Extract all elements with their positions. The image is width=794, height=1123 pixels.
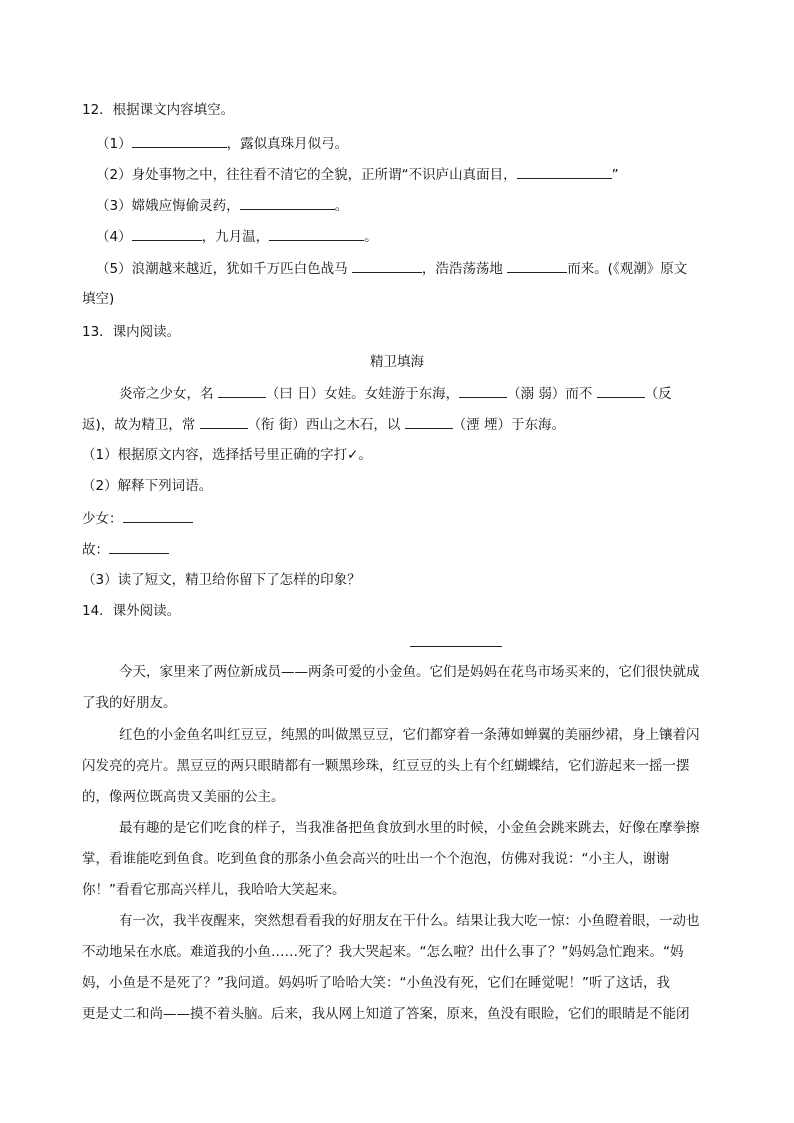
answer-blank[interactable] (240, 195, 335, 210)
answer-blank[interactable] (459, 383, 507, 398)
para4-line-4: 更是丈二和尚——摸不着头脑。后来，我从网上知道了答案，原来，鱼没有眼睑，它们的眼睛是不能闭 (82, 1006, 690, 1022)
answer-blank[interactable] (200, 414, 248, 429)
q12-item-2: （2）身处事物之中，往往看不清它的全貌，正所谓“不识庐山真面目， ” (96, 164, 619, 185)
para1-line-2: 了我的好朋友。 (82, 695, 177, 711)
answer-blank[interactable] (507, 258, 567, 273)
q12-item-3: （3）嫦娥应悔偷灵药， 。 (96, 195, 348, 216)
answer-blank[interactable] (352, 258, 422, 273)
answer-blank[interactable] (597, 383, 645, 398)
para4-line-3: 妈，小鱼是不是死了？”我问道。妈妈听了哈哈大笑：“小鱼没有死，它们在睡觉呢！”听了这话，我 (82, 975, 670, 991)
passage-title: 精卫填海 (370, 354, 424, 370)
q12-item-5-cont: 填空) (82, 291, 115, 307)
answer-blank[interactable] (405, 414, 453, 429)
word-shaonv: 少女： (82, 508, 193, 529)
answer-blank[interactable] (132, 133, 227, 148)
q13-sub-3: （3）读了短文，精卫给你留下了怎样的印象？ (82, 572, 361, 588)
answer-blank[interactable] (132, 226, 202, 241)
para2-line-3: 的，像两位既高贵又美丽的公主。 (82, 789, 285, 805)
q13-sub-2: （2）解释下列词语。 (82, 478, 213, 494)
word-gu: 故： (82, 539, 169, 560)
passage-line-1: 炎帝之少女，名 （曰 日）女娃。女娃游于东海， （溺 弱）而不 （反 (119, 383, 672, 404)
q12-heading: 12．根据课文内容填空。 (82, 102, 235, 118)
passage-line-2: 返)，故为精卫，常 （衔 街）西山之木石，以 （湮 堙）于东海。 (82, 414, 565, 435)
para2-line-2: 闪发亮的亮片。黑豆豆的两只眼睛都有一颗黑珍珠，红豆豆的头上有个红蝴蝶结，它们游起来一摇一摆 (82, 758, 690, 774)
para3-line-3: 你！”看看它那高兴样儿，我哈哈大笑起来。 (82, 882, 346, 898)
q12-item-5: （5）浪潮越来越近，犹如千万匹白色战马 ，浩浩荡荡地 而来。(《观潮》原文 (96, 258, 687, 279)
q14-heading: 14．课外阅读。 (82, 603, 181, 619)
para2-line-1: 红色的小金鱼名叫红豆豆，纯黑的叫做黑豆豆，它们都穿着一条薄如蝉翼的美丽纱裙，身上镶着闪 (119, 727, 700, 743)
para4-line-1: 有一次，我半夜醒来，突然想看看我的好朋友在干什么。结果让我大吃一惊：小鱼瞪着眼，一动也 (119, 913, 700, 929)
para3-line-1: 最有趣的是它们吃食的样子，当我准备把鱼食放到水里的时候，小金鱼会跳来跳去，好像在摩拳擦 (119, 820, 700, 836)
para3-line-2: 掌，看谁能吃到鱼食。吃到鱼食的那条小鱼会高兴的吐出一个个泡泡，仿佛对我说：“小主人，谢谢 (82, 851, 670, 867)
answer-blank[interactable] (269, 226, 364, 241)
title-blank[interactable] (410, 646, 502, 647)
answer-blank[interactable] (517, 164, 612, 179)
q12-item-4: （4） ，九月温， 。 (96, 226, 378, 247)
q13-sub-1: （1）根据原文内容，选择括号里正确的字打✓。 (82, 447, 372, 463)
answer-blank[interactable] (123, 508, 193, 523)
para1-line-1: 今天，家里来了两位新成员——两条可爱的小金鱼。它们是妈妈在花鸟市场买来的，它们很快就成 (119, 664, 700, 680)
answer-blank[interactable] (218, 383, 266, 398)
q12-item-1: （1） ，露似真珠月似弓。 (96, 133, 348, 154)
para4-line-2: 不动地呆在水底。难道我的小鱼……死了？我大哭起来。“怎么啦？出什么事了？”妈妈急忙跑来。“妈 (82, 944, 684, 960)
q13-heading: 13．课内阅读。 (82, 324, 181, 340)
answer-blank[interactable] (109, 539, 169, 554)
